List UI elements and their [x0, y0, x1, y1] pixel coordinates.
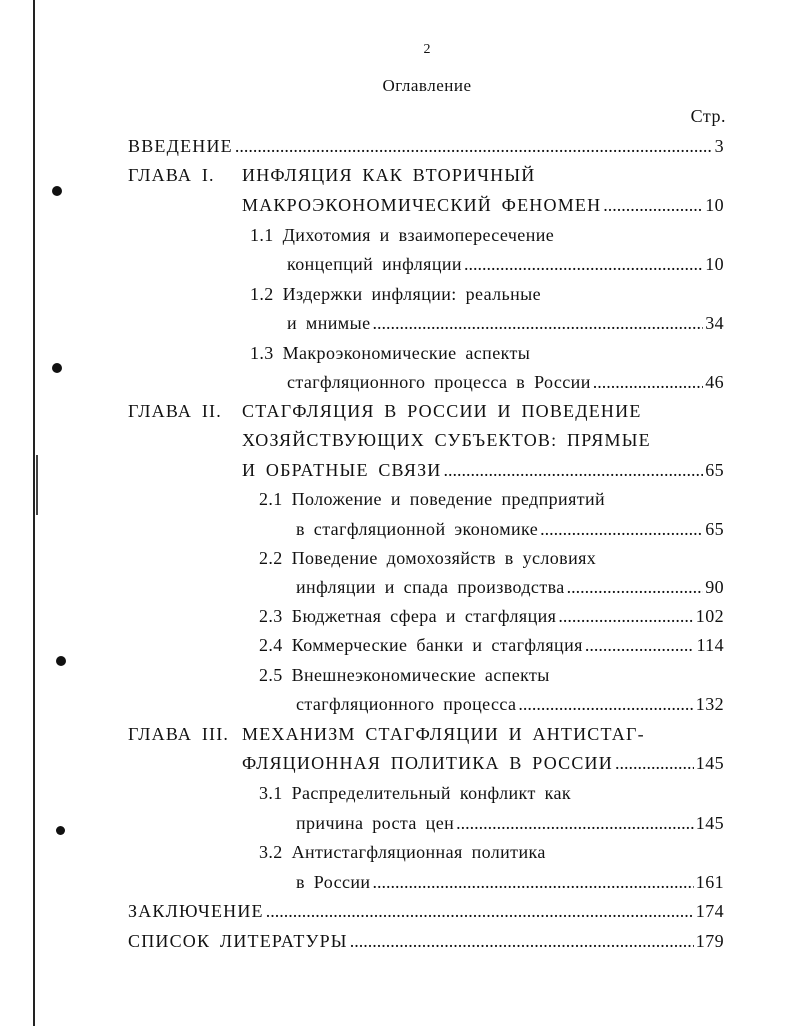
section-number: 3.1 [259, 783, 283, 803]
chapter-2-title-line3: И ОБРАТНЫЕ СВЯЗИ [242, 460, 442, 480]
toc-entry-references[interactable] [128, 928, 724, 954]
chapter-3-title-line1: МЕХАНИЗМ СТАГФЛЯЦИИ И АНТИСТАГ- [242, 724, 645, 744]
toc-entry-conclusion[interactable] [128, 898, 724, 924]
toc-label: СПИСОК ЛИТЕРАТУРЫ [128, 931, 348, 951]
toc-page: 114 [696, 635, 724, 655]
section-title-line1: Поведение домохозяйств в условиях [291, 548, 597, 568]
section-3-2-line1 [259, 839, 546, 865]
section-title-line2: в стагфляционной экономике [296, 519, 539, 539]
section-3-1-line1 [259, 780, 571, 806]
dot-leader [350, 928, 694, 954]
toc-entry-section-2-3[interactable] [259, 603, 724, 629]
toc-page: 179 [695, 931, 724, 951]
toc-page: 145 [695, 753, 724, 773]
chapter-3-prefix: ГЛАВА III. [128, 724, 230, 744]
section-number: 2.5 [259, 665, 283, 685]
toc-page: 65 [705, 460, 724, 480]
section-number: 2.2 [259, 548, 283, 568]
dot-leader [266, 898, 694, 924]
section-title-line1: Макроэкономические аспекты [282, 343, 531, 363]
punch-hole-mark [56, 656, 66, 666]
toc-entry-chapter-2[interactable] [242, 457, 724, 483]
section-2-1-line1 [259, 486, 605, 512]
dot-leader [585, 632, 695, 658]
section-title-line1: Распределительный конфликт как [291, 783, 572, 803]
dot-leader [456, 810, 694, 836]
toc-entry-chapter-3[interactable] [242, 750, 724, 776]
section-number: 2.1 [259, 489, 283, 509]
toc-label: ВВЕДЕНИЕ [128, 136, 233, 156]
punch-hole-mark [56, 826, 65, 835]
page-title: Оглавление [382, 76, 472, 95]
dot-leader [518, 691, 693, 717]
toc-page: 145 [695, 813, 724, 833]
scan-margin-line [33, 0, 35, 1026]
dot-leader [567, 574, 704, 600]
chapter-2-title-line1: СТАГФЛЯЦИЯ В РОССИИ И ПОВЕДЕНИЕ [242, 401, 642, 421]
chapter-1-prefix: ГЛАВА I. [128, 165, 215, 185]
dot-leader [558, 603, 693, 629]
section-1-3-line1 [250, 340, 530, 366]
section-number: 2.4 [259, 635, 283, 655]
dot-leader [464, 251, 703, 277]
section-number: 3.2 [259, 842, 283, 862]
section-title-line2: концепций инфляции [287, 254, 462, 274]
section-title-line2: инфляции и спада производства [296, 577, 565, 597]
section-title-line1: Положение и поведение предприятий [291, 489, 606, 509]
chapter-3-title-line2: ФЛЯЦИОННАЯ ПОЛИТИКА В РОССИИ [242, 753, 613, 773]
toc-page: 34 [705, 313, 724, 333]
section-title-line1: Антистагфляционная политика [291, 842, 546, 862]
section-number: 1.3 [250, 343, 274, 363]
section-title-line2: в России [296, 872, 371, 892]
toc-entry-section-1-2[interactable] [287, 310, 724, 336]
section-1-1-line1 [250, 222, 554, 248]
toc-page: 3 [714, 136, 724, 156]
section-number: 1.1 [250, 225, 274, 245]
section-title-line2: стагфляционного процесса [296, 694, 517, 714]
chapter-1-title-line2: МАКРОЭКОНОМИЧЕСКИЙ ФЕНОМЕН [242, 195, 602, 215]
section-title-line1: Дихотомия и взаимопересечение [282, 225, 555, 245]
toc-entry-section-3-2[interactable] [296, 869, 724, 895]
toc-page: 174 [695, 901, 724, 921]
toc-entry-section-3-1[interactable] [296, 810, 724, 836]
section-number: 2.3 [259, 606, 283, 626]
section-title-line2: и мнимые [287, 313, 371, 333]
toc-page: 10 [705, 195, 724, 215]
section-title-line2: причина роста цен [296, 813, 455, 833]
scan-stroke [36, 455, 38, 515]
toc-page: 65 [705, 519, 724, 539]
dot-leader [540, 516, 703, 542]
toc-page: 46 [705, 372, 724, 392]
section-2-5-line1 [259, 662, 550, 688]
page-number: 2 [423, 42, 431, 57]
toc-entry-section-1-3[interactable] [287, 369, 724, 395]
toc-label: ЗАКЛЮЧЕНИЕ [128, 901, 264, 921]
dot-leader [615, 750, 694, 776]
toc-entry-chapter-1[interactable] [242, 192, 724, 218]
section-title-line1: Издержки инфляции: реальные [282, 284, 542, 304]
dot-leader [593, 369, 703, 395]
chapter-2-title-line2: ХОЗЯЙСТВУЮЩИХ СУБЪЕКТОВ: ПРЯМЫЕ [242, 430, 651, 450]
section-1-2-line1 [250, 281, 541, 307]
toc-page: 90 [705, 577, 724, 597]
section-title-line1: Коммерческие банки и стагфляция [291, 635, 583, 655]
chapter-2-prefix: ГЛАВА II. [128, 401, 222, 421]
dot-leader [443, 457, 703, 483]
toc-entry-section-1-1[interactable] [287, 251, 724, 277]
dot-leader [603, 192, 703, 218]
dot-leader [372, 310, 703, 336]
dot-leader [372, 869, 693, 895]
toc-entry-section-2-4[interactable] [259, 632, 724, 658]
punch-hole-mark [52, 186, 62, 196]
toc-entry-section-2-1[interactable] [296, 516, 724, 542]
section-number: 1.2 [250, 284, 274, 304]
punch-hole-mark [52, 363, 62, 373]
toc-entry-section-2-2[interactable] [296, 574, 724, 600]
section-title-line1: Бюджетная сфера и стагфляция [291, 606, 557, 626]
toc-page: 10 [705, 254, 724, 274]
toc-page: 102 [695, 606, 724, 626]
toc-page: 161 [695, 872, 724, 892]
chapter-1-title-line1: ИНФЛЯЦИЯ КАК ВТОРИЧНЫЙ [242, 165, 536, 185]
page-column-header: Стр. [690, 106, 726, 126]
toc-page: 132 [695, 694, 724, 714]
section-title-line2: стагфляционного процесса в России [287, 372, 591, 392]
dot-leader [235, 133, 713, 159]
toc-entry-intro[interactable] [128, 133, 724, 159]
section-2-2-line1 [259, 545, 596, 571]
toc-entry-section-2-5[interactable] [296, 691, 724, 717]
section-title-line1: Внешнеэкономические аспекты [291, 665, 550, 685]
